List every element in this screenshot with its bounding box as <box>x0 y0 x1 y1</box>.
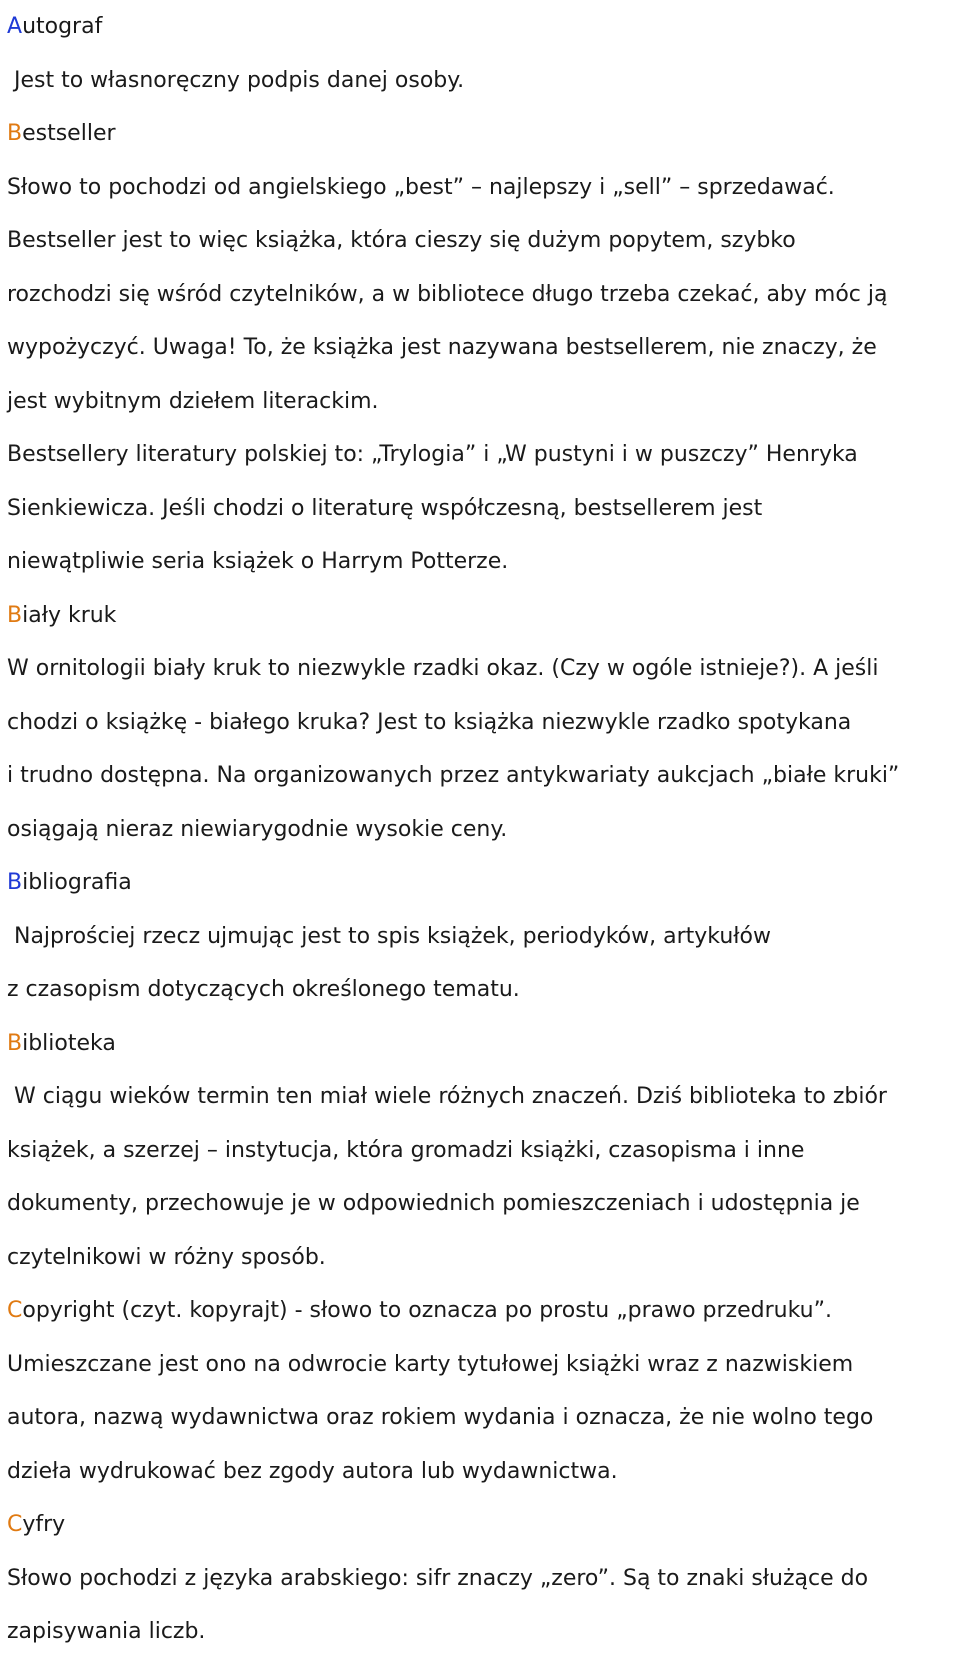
definition-line: wypożyczyć. Uwaga! To, że książka jest nazywana bestsellerem, nie znaczy, że <box>7 335 877 360</box>
definition-line: W ciągu wieków termin ten miał wiele różnych znaczeń. Dziś biblioteka to zbiór <box>7 1084 887 1109</box>
term-initial: B <box>7 1030 23 1056</box>
glossary-page <box>7 0 955 1659</box>
definition-line: niewątpliwie seria książek o Harrym Potterze. <box>7 549 509 574</box>
definition-line: chodzi o książkę - białego kruka? Jest to książka niezwykle rzadko spotykana <box>7 709 852 735</box>
term-rest: yfry <box>22 1512 66 1537</box>
term-heading-bialy-kruk <box>7 589 955 643</box>
term-initial: C <box>7 1512 23 1537</box>
definition-line: jest wybitnym dziełem literackim. <box>7 388 379 414</box>
definition-line: Najprościej rzecz ujmując jest to spis książek, periodyków, artykułów <box>7 923 772 949</box>
definition-line: zapisywania liczb. <box>7 1619 206 1644</box>
term-rest: utograf <box>22 14 103 39</box>
term-rest: iblioteka <box>22 1030 116 1056</box>
definition-line: czytelnikowi w różny sposób. <box>7 1244 326 1270</box>
term-heading-autograf <box>7 0 955 54</box>
definition-line: Jest to własnoręczny podpis danej osoby. <box>7 67 465 93</box>
term-heading-bestseller <box>7 107 955 161</box>
term-initial: B <box>7 121 23 146</box>
term-heading-bibliografia <box>7 856 955 910</box>
term-heading-biblioteka <box>7 1017 955 1071</box>
term-initial: A <box>7 14 23 39</box>
definition-line: dokumenty, przechowuje je w odpowiednich pomieszczeniach i udostępnia je <box>7 1191 860 1216</box>
definition-line: Słowo pochodzi z języka arabskiego: sifr znaczy „zero”. Są to znaki służące do <box>7 1565 869 1591</box>
term-heading-cyfry <box>7 1498 955 1552</box>
term-initial: C <box>7 1298 23 1323</box>
definition-line: osiągają nieraz niewiarygodnie wysokie ceny. <box>7 816 508 842</box>
definition-line: i trudno dostępna. Na organizowanych przez antykwariaty aukcjach „białe kruki” <box>7 763 900 788</box>
definition-line: rozchodzi się wśród czytelników, a w bibliotece długo trzeba czekać, aby móc ją <box>7 281 888 307</box>
term-heading-copyright <box>7 1284 955 1338</box>
term-rest: ibliografia <box>22 870 132 895</box>
term-initial: B <box>7 870 23 895</box>
definition-line: Słowo to pochodzi od angielskiego „best” – najlepszy i „sell” – sprzedawać. <box>7 174 835 200</box>
definition-line: książek, a szerzej – instytucja, która gromadzi książki, czasopisma i inne <box>7 1137 805 1163</box>
definition-line: Bestsellery literatury polskiej to: „Trylogia” i „W pustyni i w puszczy” Henryka <box>7 442 858 467</box>
term-rest: opyright (czyt. kopyrajt) - słowo to oznacza po prostu „prawo przedruku”. <box>22 1298 832 1323</box>
definition-line: Umieszczane jest ono na odwrocie karty tytułowej książki wraz z nazwiskiem <box>7 1351 854 1377</box>
definition-line: dzieła wydrukować bez zgody autora lub wydawnictwa. <box>7 1458 618 1484</box>
term-rest: iały kruk <box>22 602 117 628</box>
term-initial: B <box>7 602 23 628</box>
definition-line: Sienkiewicza. Jeśli chodzi o literaturę współczesną, bestsellerem jest <box>7 495 763 521</box>
definition-line: W ornitologii biały kruk to niezwykle rzadki okaz. (Czy w ogóle istnieje?). A jeśli <box>7 656 879 681</box>
definition-line: autora, nazwą wydawnictwa oraz rokiem wydania i oznacza, że nie wolno tego <box>7 1405 874 1430</box>
term-rest: estseller <box>22 121 116 146</box>
definition-line: Bestseller jest to więc książka, która cieszy się dużym popytem, szybko <box>7 228 796 253</box>
definition-line: z czasopism dotyczących określonego tematu. <box>7 977 520 1002</box>
